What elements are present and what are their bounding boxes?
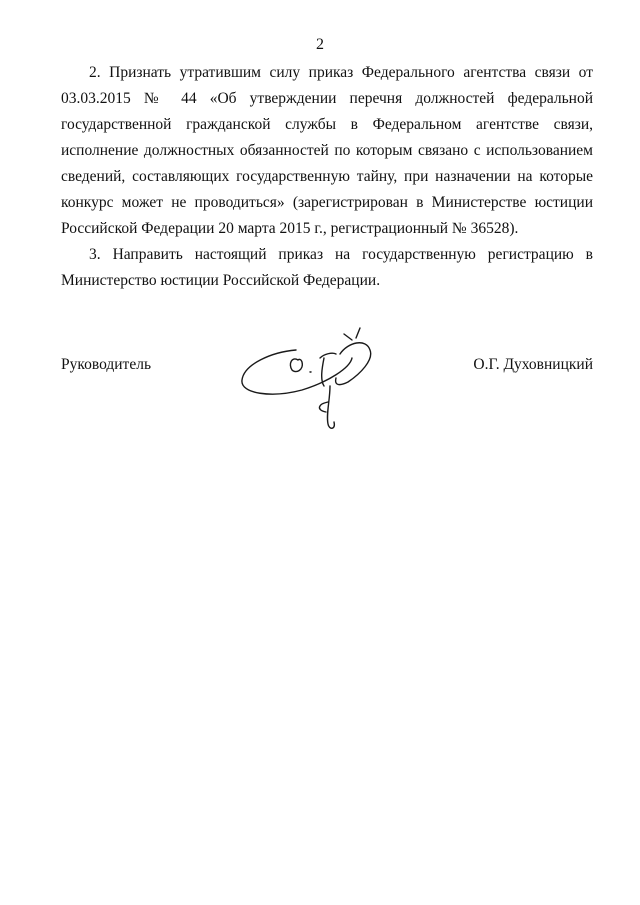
- signer-name: О.Г. Духовницкий: [473, 356, 593, 373]
- page-number: 2: [316, 36, 324, 53]
- handwritten-signature: [232, 324, 392, 439]
- signer-title: Руководитель: [61, 356, 152, 373]
- paragraph-2: 2. Признать утратившим силу приказ Федерального агентства связи от 03.03.2015 № 44 «Об утверждении перечня должностей федеральной государственной гражданской службы в Федеральном агентстве связи, исполнение должностных обязанностей по которым связано с использованием сведений, составляющих государственную тайну, при назначении на которые конкурс может не проводиться» (зарегистрирован в Министерстве юстиции Российской Федерации 20 марта 2015 г., регистрационный № 36528).: [61, 64, 593, 237]
- document-body: [61, 60, 593, 294]
- signature-block: [0, 320, 640, 440]
- paragraph-3: 3. Направить настоящий приказ на государственную регистрацию в Министерство юстиции Российской Федерации.: [61, 246, 593, 289]
